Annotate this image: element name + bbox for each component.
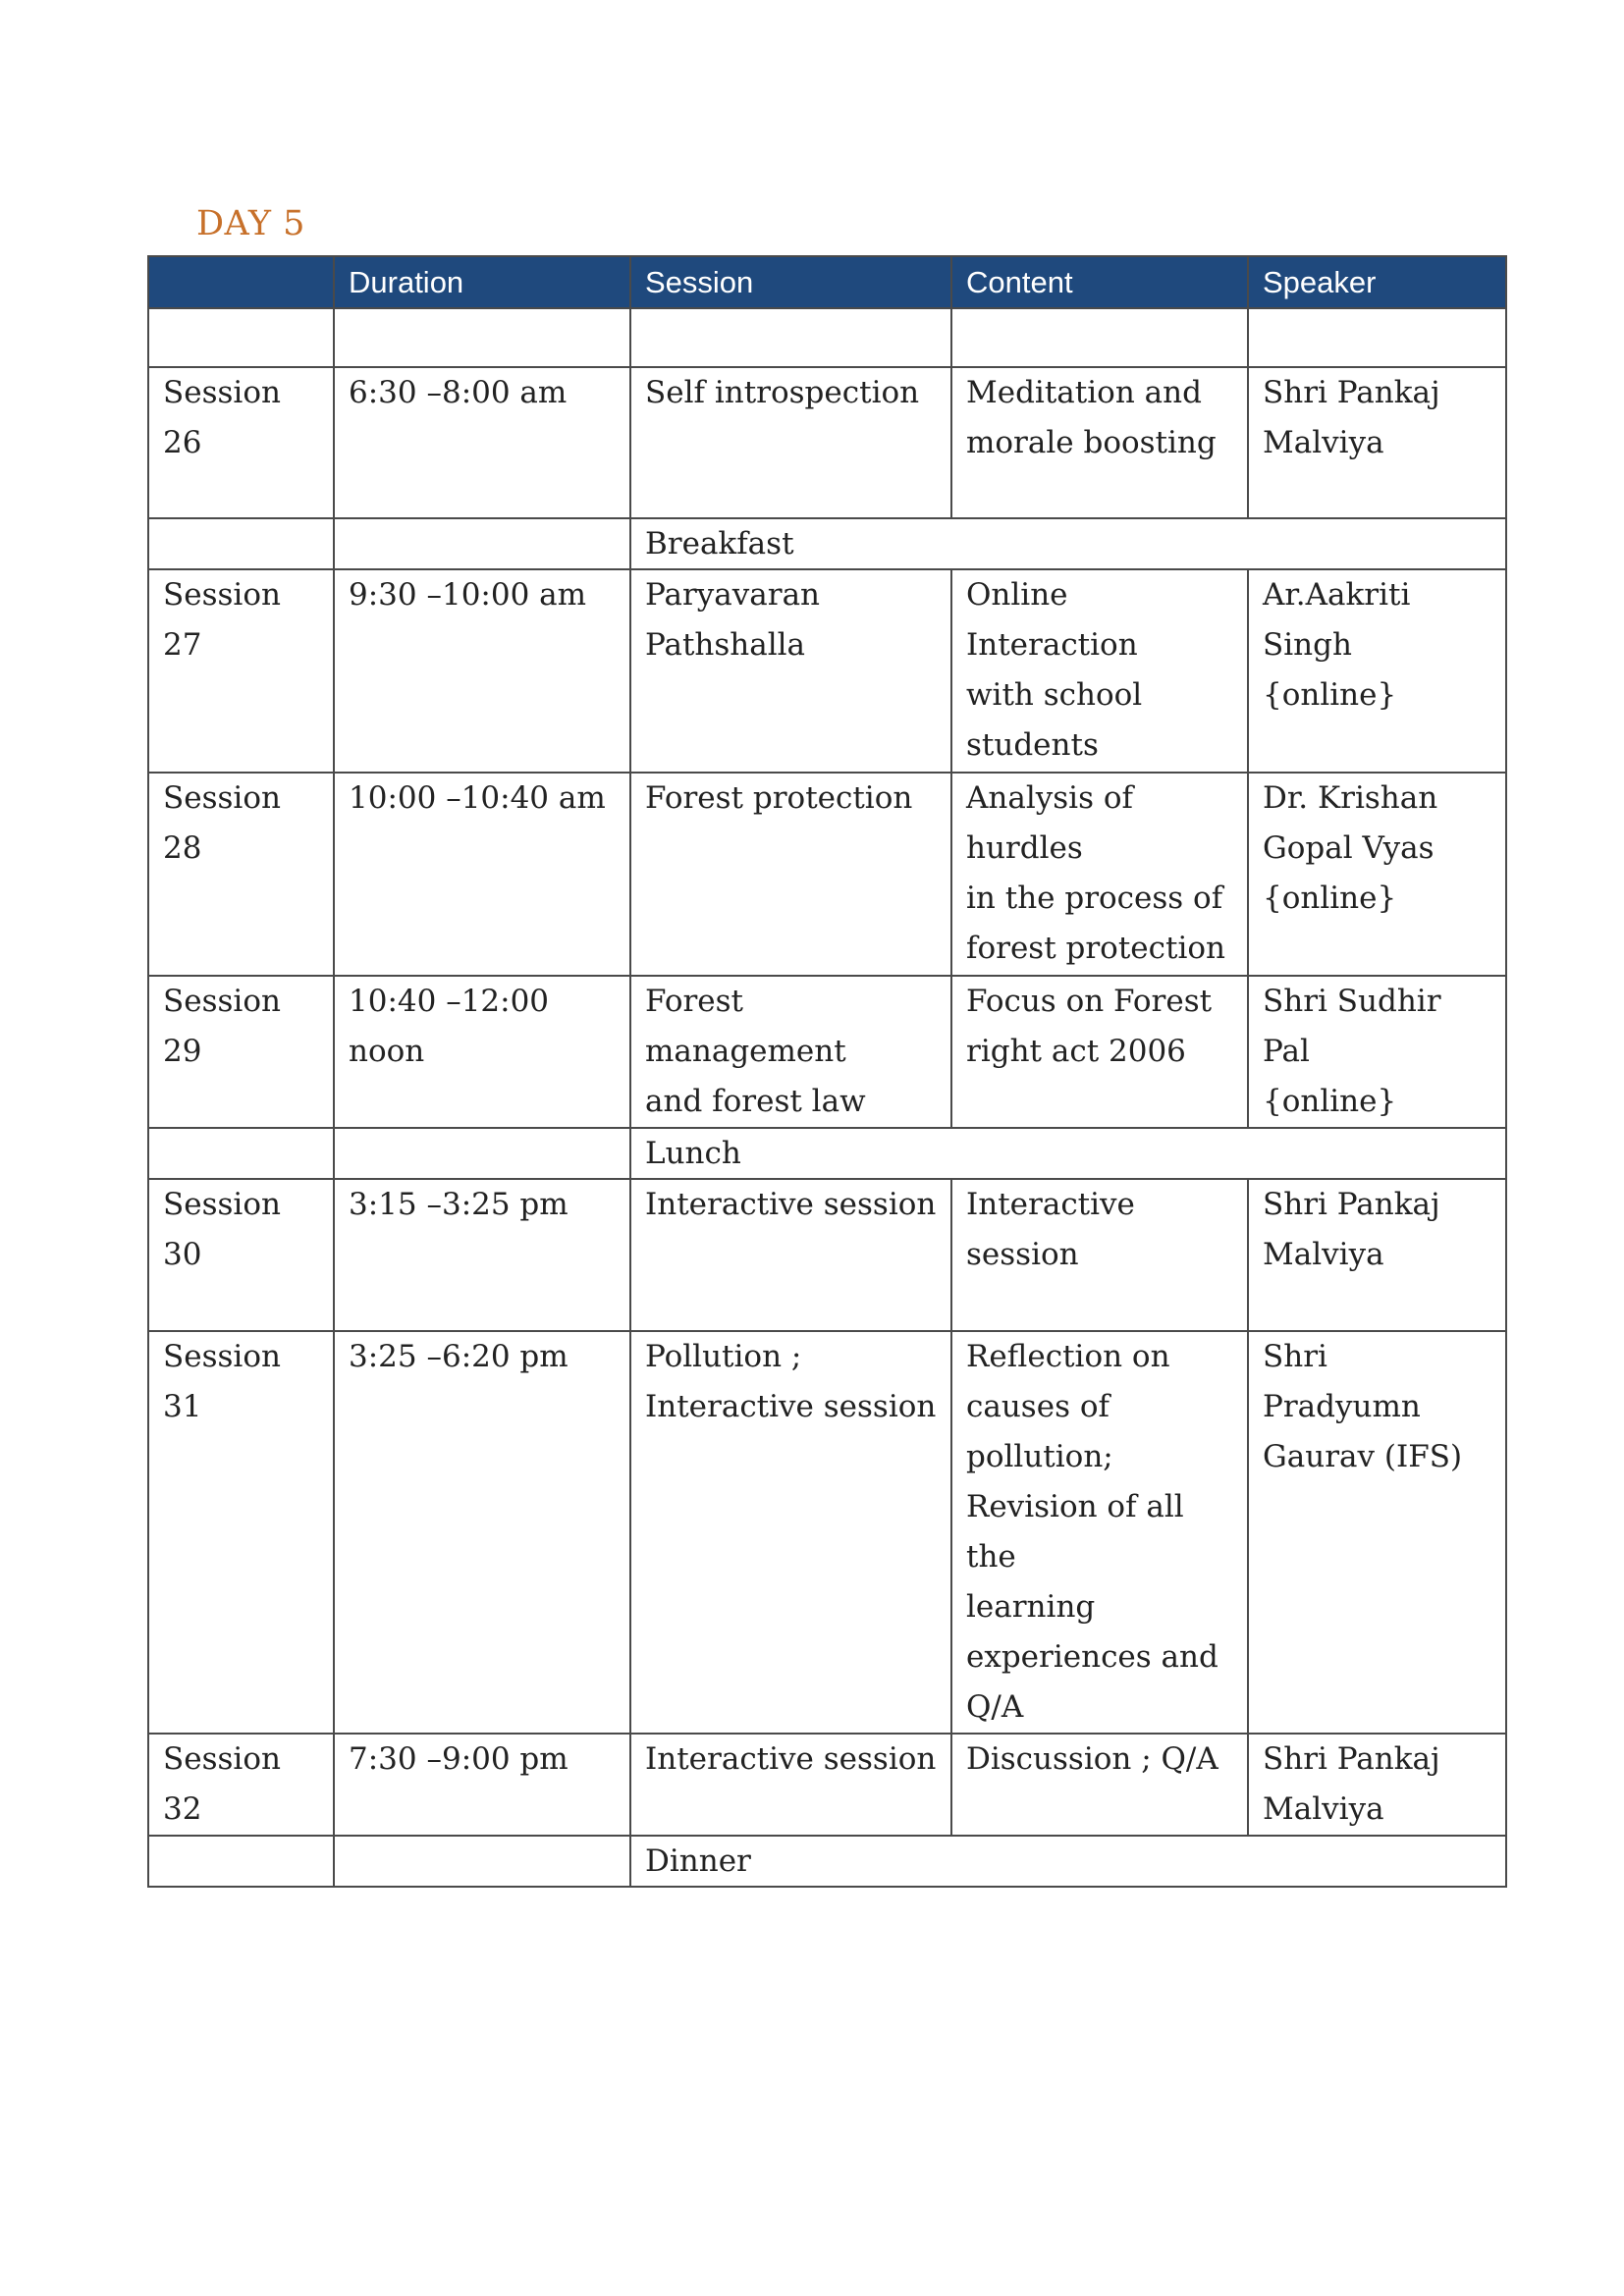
speaker-cell (1248, 1734, 1506, 1836)
empty-cell (334, 1836, 630, 1887)
day-title: DAY 5 (196, 204, 305, 243)
session-cell-line: Pathshalla (645, 627, 806, 663)
session-id-cell: Session 30 (148, 1179, 334, 1331)
speaker-cell-line: Malviya (1263, 425, 1384, 460)
session-cell-line: Interactive session (645, 1389, 937, 1424)
meal-label: Breakfast (630, 518, 1506, 569)
empty-cell (148, 518, 334, 569)
content-cell-line: Online Interaction (966, 577, 1138, 663)
content-cell (951, 1331, 1248, 1734)
session-cell-line: and forest law (645, 1084, 866, 1119)
session-row (148, 1179, 1506, 1331)
duration-cell: 9:30 –10:00 am (334, 569, 630, 773)
duration-cell: 3:25 –6:20 pm (334, 1331, 630, 1734)
session-id-cell: Session 26 (148, 367, 334, 518)
session-cell (630, 1734, 951, 1836)
empty-cell (148, 1836, 334, 1887)
meal-label: Lunch (630, 1128, 1506, 1179)
speaker-cell-line: Malviya (1263, 1237, 1384, 1272)
content-cell (951, 976, 1248, 1128)
session-cell-line: Paryavaran (645, 577, 821, 613)
session-cell-line: Forest management (645, 984, 846, 1069)
duration-cell: 6:30 –8:00 am (334, 367, 630, 518)
session-row (148, 367, 1506, 518)
session-row (148, 976, 1506, 1128)
header-content: Content (951, 256, 1248, 308)
session-cell-line: Interactive session (645, 1741, 937, 1777)
duration-cell: 10:00 –10:40 am (334, 773, 630, 976)
speaker-cell (1248, 569, 1506, 773)
duration-cell: 10:40 –12:00 noon (334, 976, 630, 1128)
meal-row (148, 1836, 1506, 1887)
content-cell-line: causes of pollution; (966, 1389, 1113, 1474)
content-cell-line: Revision of all the (966, 1489, 1184, 1575)
speaker-cell (1248, 773, 1506, 976)
session-cell (630, 1179, 951, 1331)
content-cell-line: forest protection (966, 931, 1226, 966)
schedule-body (148, 308, 1506, 1887)
content-cell-line: Meditation and (966, 375, 1202, 410)
session-row (148, 1331, 1506, 1734)
speaker-cell (1248, 1331, 1506, 1734)
speaker-cell (1248, 976, 1506, 1128)
meal-row (148, 1128, 1506, 1179)
session-cell-line: Forest protection (645, 780, 913, 816)
session-row (148, 1734, 1506, 1836)
content-cell-line: in the process of (966, 881, 1223, 916)
content-cell-line: learning (966, 1589, 1096, 1625)
session-cell (630, 569, 951, 773)
content-cell-line: Focus on Forest (966, 984, 1213, 1019)
session-cell-line: Self introspection (645, 375, 920, 410)
empty-cell (334, 308, 630, 367)
content-cell-line: Q/A (966, 1689, 1024, 1725)
content-cell-line: morale boosting (966, 425, 1217, 460)
session-id-cell: Session 32 (148, 1734, 334, 1836)
speaker-cell-line: Shri Pankaj (1263, 1741, 1440, 1777)
header-blank (148, 256, 334, 308)
empty-cell (951, 308, 1248, 367)
speaker-cell-line: {online} (1263, 881, 1397, 916)
content-cell-line: students (966, 727, 1099, 763)
content-cell-line: experiences and (966, 1639, 1218, 1675)
session-cell-line: Interactive session (645, 1187, 937, 1222)
empty-cell (148, 308, 334, 367)
speaker-cell (1248, 367, 1506, 518)
session-id-cell: Session 28 (148, 773, 334, 976)
content-cell-line: Reflection on (966, 1339, 1170, 1374)
empty-cell (334, 518, 630, 569)
empty-cell (148, 1128, 334, 1179)
session-cell-line: Pollution ; (645, 1339, 802, 1374)
speaker-cell-line: Gopal Vyas (1263, 830, 1435, 866)
duration-cell: 3:15 –3:25 pm (334, 1179, 630, 1331)
meal-label: Dinner (630, 1836, 1506, 1887)
content-cell-line: Discussion ; Q/A (966, 1741, 1218, 1777)
content-cell-line: Analysis of hurdles (966, 780, 1133, 866)
speaker-cell-line: {online} (1263, 1084, 1397, 1119)
speaker-cell-line: Shri Pradyumn (1263, 1339, 1421, 1424)
header-row (148, 256, 1506, 308)
empty-cell (630, 308, 951, 367)
speaker-cell-line: Malviya (1263, 1791, 1384, 1827)
speaker-cell-line: Shri Sudhir Pal (1263, 984, 1441, 1069)
speaker-cell-line: Dr. Krishan (1263, 780, 1438, 816)
speaker-cell-line: Shri Pankaj (1263, 1187, 1440, 1222)
header-session: Session (630, 256, 951, 308)
empty-cell (334, 1128, 630, 1179)
content-cell-line: Interactive session (966, 1187, 1135, 1272)
speaker-cell-line: Gaurav (IFS) (1263, 1439, 1463, 1474)
session-row (148, 569, 1506, 773)
content-cell (951, 1734, 1248, 1836)
speaker-cell (1248, 1179, 1506, 1331)
content-cell (951, 1179, 1248, 1331)
content-cell-line: with school (966, 677, 1143, 713)
content-cell (951, 569, 1248, 773)
empty-row (148, 308, 1506, 367)
schedule-table (147, 255, 1507, 1888)
empty-cell (1248, 308, 1506, 367)
session-id-cell: Session 31 (148, 1331, 334, 1734)
session-cell (630, 367, 951, 518)
speaker-cell-line: Ar.Aakriti Singh (1263, 577, 1411, 663)
header-speaker: Speaker (1248, 256, 1506, 308)
content-cell (951, 773, 1248, 976)
meal-row (148, 518, 1506, 569)
speaker-cell-line: Shri Pankaj (1263, 375, 1440, 410)
session-row (148, 773, 1506, 976)
content-cell (951, 367, 1248, 518)
session-cell (630, 1331, 951, 1734)
content-cell-line: right act 2006 (966, 1034, 1186, 1069)
session-cell (630, 976, 951, 1128)
session-id-cell: Session 27 (148, 569, 334, 773)
session-id-cell: Session 29 (148, 976, 334, 1128)
header-duration: Duration (334, 256, 630, 308)
speaker-cell-line: {online} (1263, 677, 1397, 713)
duration-cell: 7:30 –9:00 pm (334, 1734, 630, 1836)
session-cell (630, 773, 951, 976)
